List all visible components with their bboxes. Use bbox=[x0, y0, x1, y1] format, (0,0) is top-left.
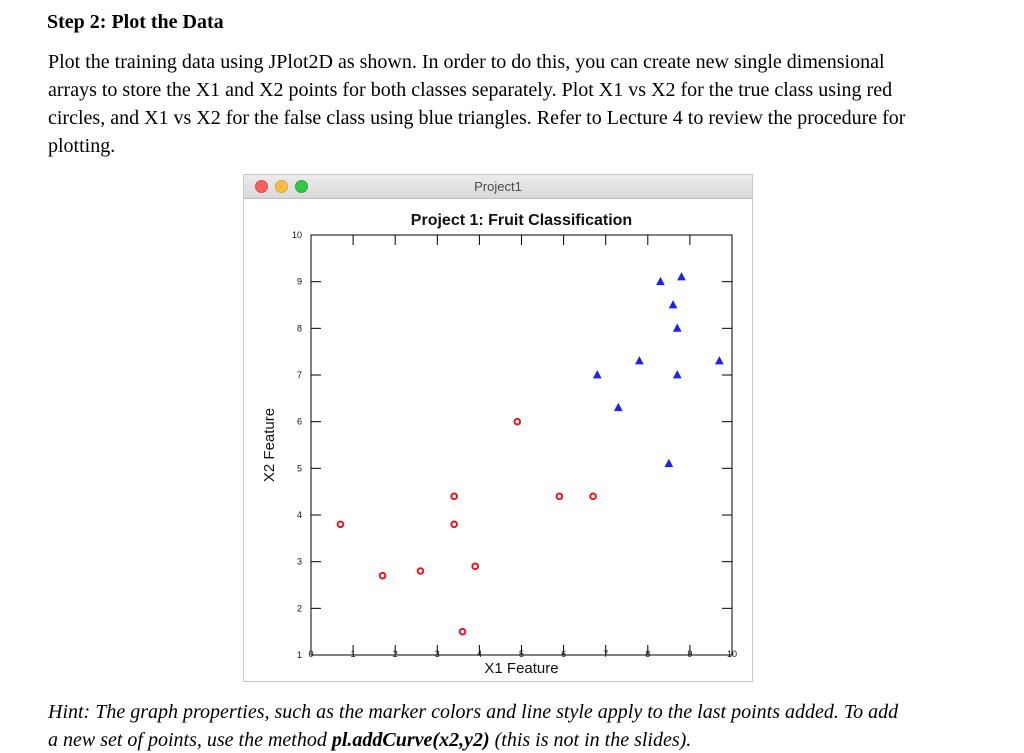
true-class-point bbox=[472, 564, 478, 570]
window-titlebar[interactable] bbox=[244, 175, 752, 199]
y-tick-label: 9 bbox=[296, 276, 302, 287]
true-class-point bbox=[451, 522, 457, 528]
paragraph-line: circles, and X1 vs X2 for the false class using blue triangles. Refer to Lecture 4 to review the procedure for bbox=[48, 107, 906, 129]
false-class-point bbox=[636, 357, 643, 364]
x-tick-label: 4 bbox=[476, 649, 482, 659]
true-class-point bbox=[380, 573, 386, 579]
x-tick-label: 10 bbox=[726, 649, 738, 659]
y-tick-label: 7 bbox=[296, 370, 302, 380]
section-heading: Step 2: Plot the Data bbox=[47, 11, 224, 33]
window-title: Project1 bbox=[474, 179, 522, 194]
paragraph-line: Plot the training data using JPlot2D as shown. In order to do this, you can create new single dimensional bbox=[48, 51, 885, 73]
y-tick-label: 5 bbox=[296, 463, 302, 474]
instructions-paragraph bbox=[48, 48, 963, 160]
true-class-point bbox=[451, 494, 457, 500]
false-class-point bbox=[674, 371, 681, 378]
hint-line-2-prefix: a new set of points, use the method bbox=[48, 729, 332, 751]
y-tick-label: 8 bbox=[296, 323, 302, 334]
true-class-point bbox=[514, 419, 520, 425]
chart-title: Project 1: Fruit Classification bbox=[410, 212, 633, 229]
true-class-point bbox=[590, 494, 596, 500]
false-class-point bbox=[669, 301, 676, 308]
true-class-point bbox=[338, 522, 344, 528]
x-tick-label: 9 bbox=[687, 649, 693, 659]
scatter-chart bbox=[244, 199, 752, 681]
x-tick-label: 0 bbox=[308, 649, 314, 659]
y-tick-label: 10 bbox=[291, 230, 302, 240]
false-class-point bbox=[665, 460, 672, 467]
false-class-point bbox=[615, 404, 622, 411]
plot-window bbox=[243, 174, 753, 682]
x-tick-label: 8 bbox=[645, 649, 651, 659]
false-class-point bbox=[594, 371, 601, 378]
false-class-point bbox=[678, 273, 685, 280]
plot-frame bbox=[311, 235, 732, 655]
hint-line-1: Hint: The graph properties, such as the marker colors and line style apply to the last points added. To add bbox=[48, 701, 899, 723]
x-tick-label: 6 bbox=[561, 649, 567, 659]
x-tick-label: 5 bbox=[518, 649, 525, 659]
hint-line-2 bbox=[48, 726, 988, 753]
y-tick-label: 4 bbox=[296, 510, 302, 520]
false-class-point bbox=[657, 278, 664, 285]
y-axis-label: X2 Feature bbox=[261, 407, 278, 483]
x-tick-label: 1 bbox=[350, 649, 356, 659]
paragraph-line: arrays to store the X1 and X2 points for both classes separately. Plot X1 vs X2 for the true class using red bbox=[48, 79, 893, 101]
hint-method-name: pl.addCurve(x2,y2) bbox=[331, 729, 490, 751]
true-class-point bbox=[557, 494, 563, 500]
x-tick-label: 3 bbox=[434, 649, 440, 659]
y-tick-label: 3 bbox=[296, 556, 302, 567]
y-tick-label: 1 bbox=[296, 650, 302, 660]
hint-line-2-suffix: (this is not in the slides). bbox=[489, 729, 692, 751]
x-tick-label: 2 bbox=[392, 649, 398, 659]
y-tick-label: 2 bbox=[296, 603, 302, 614]
x-axis-label: X1 Feature bbox=[484, 660, 559, 677]
true-class-point bbox=[418, 568, 424, 574]
hint-text bbox=[48, 698, 988, 753]
false-class-point bbox=[674, 324, 681, 331]
x-tick-label: 7 bbox=[603, 649, 609, 659]
true-class-point bbox=[460, 629, 466, 635]
paragraph-line: plotting. bbox=[48, 135, 116, 157]
y-tick-label: 6 bbox=[296, 416, 302, 427]
false-class-point bbox=[716, 357, 723, 364]
